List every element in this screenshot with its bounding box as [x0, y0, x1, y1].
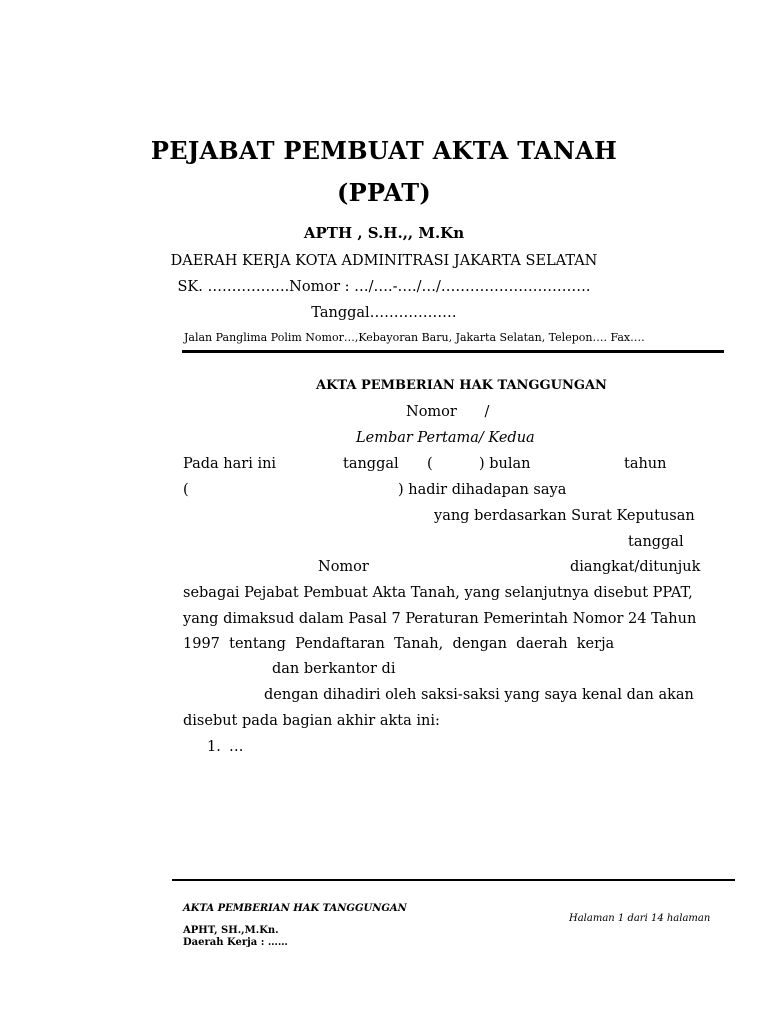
sheet-label: Lembar Pertama/ Kedua [356, 430, 535, 446]
footer-name: APHT, SH.,M.Kn. [183, 925, 279, 936]
line3-sk: yang berdasarkan Surat Keputusan [434, 508, 695, 524]
line4-tanggal: tanggal [628, 534, 684, 550]
header-title-line1: PEJABAT PEMBUAT AKTA TANAH [150, 136, 618, 165]
list-item-text: … [229, 739, 244, 755]
work-area: DAERAH KERJA KOTA ADMINITRASI JAKARTA SELATAN [170, 253, 598, 269]
footer-rule [172, 879, 735, 881]
line8: 1997 tentang Pendaftaran Tanah, dengan daerah kerja [183, 636, 615, 652]
line2-hadir: ) hadir dihadapan saya [398, 482, 567, 498]
header-rule [182, 350, 724, 353]
line1-tanggal: tanggal [343, 456, 399, 472]
line1-tahun: tahun [624, 456, 667, 472]
list-item-number: 1. [207, 739, 221, 755]
line7: yang dimaksud dalam Pasal 7 Peraturan Pemerintah Nomor 24 Tahun [183, 611, 697, 627]
sk-date-line: Tanggal……………… [311, 305, 457, 321]
deed-number: Nomor / [406, 404, 490, 420]
ppat-name: APTH , S.H.,, M.Kn [303, 224, 465, 242]
line2-paren-open: ( [183, 482, 189, 498]
footer-area: Daerah Kerja : …… [183, 937, 288, 948]
footer-page-number: Halaman 1 dari 14 halaman [569, 913, 711, 924]
line1-bulan: ) bulan [479, 456, 531, 472]
line1-paren-open: ( [427, 456, 433, 472]
office-address: Jalan Panglima Polim Nomor…,Kebayoran Baru, Jakarta Selatan, Telepon…. Fax…. [184, 331, 645, 344]
line5-diangkat: diangkat/ditunjuk [570, 559, 701, 575]
line10: dengan dihadiri oleh saksi-saksi yang saya kenal dan akan [264, 687, 694, 703]
deed-title: AKTA PEMBERIAN HAK TANGGUNGAN [316, 378, 607, 393]
line9: dan berkantor di [272, 661, 396, 677]
line11: disebut pada bagian akhir akta ini: [183, 713, 440, 729]
line1-hari: Pada hari ini [183, 456, 277, 472]
line5-nomor: Nomor [318, 559, 369, 575]
footer-doc-title: AKTA PEMBERIAN HAK TANGGUNGAN [183, 903, 407, 914]
sk-number-line: SK. ……………..Nomor : …/….-…./…/…………………………. [177, 279, 591, 295]
header-title-line2: (PPAT) [336, 178, 432, 207]
line6: sebagai Pejabat Pembuat Akta Tanah, yang selanjutnya disebut PPAT, [183, 585, 693, 601]
